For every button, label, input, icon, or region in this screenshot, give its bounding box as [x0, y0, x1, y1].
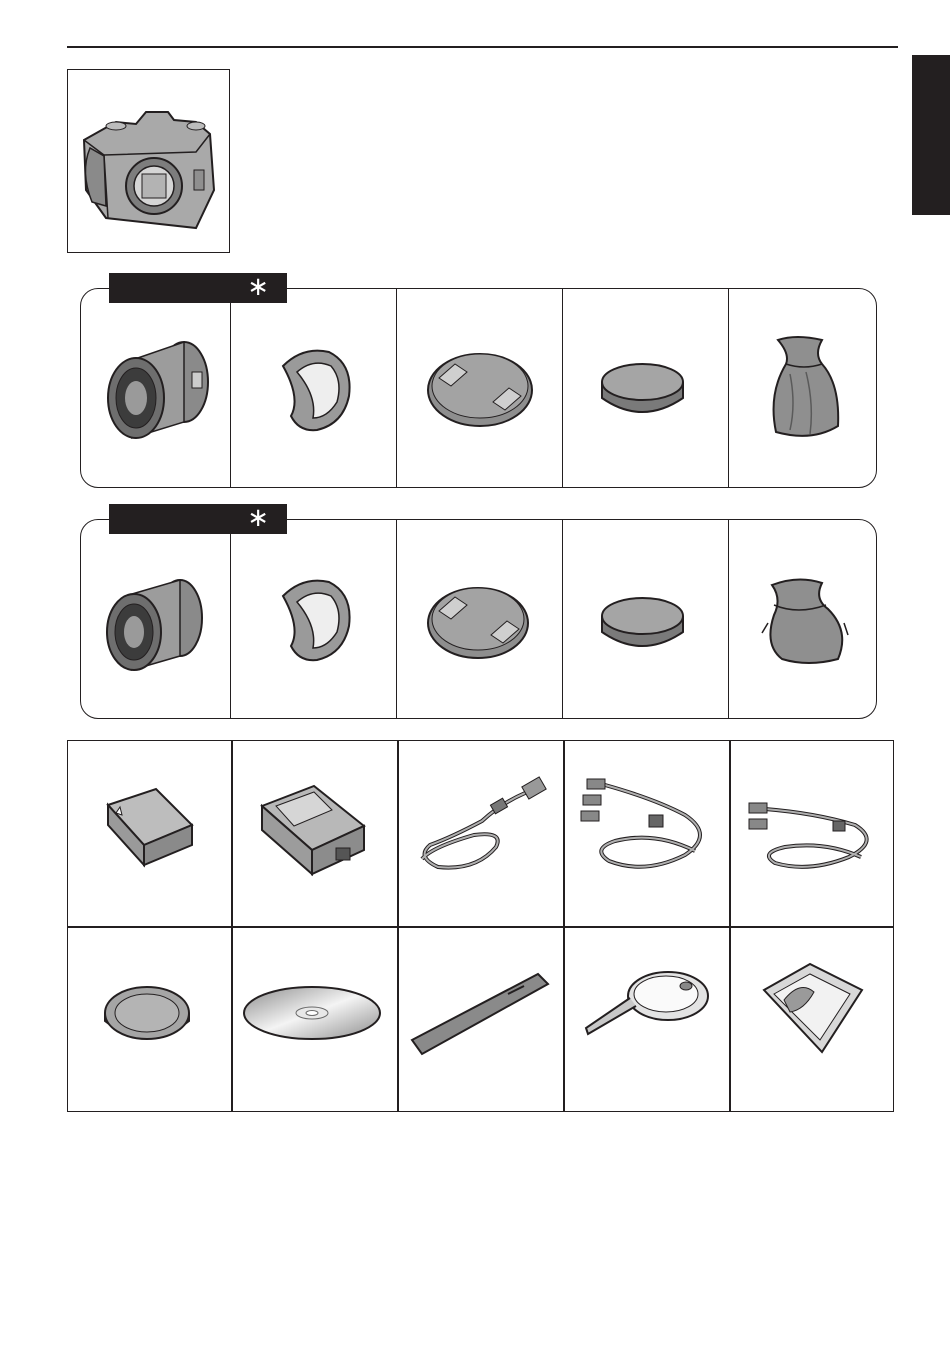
cell-divider [230, 289, 231, 487]
lens-icon [104, 340, 214, 440]
grid-divider [68, 926, 893, 928]
usb-cable-icon [745, 795, 883, 881]
cell-divider [562, 520, 563, 718]
lens-kit-2-label [109, 504, 287, 534]
battery-charger-icon [258, 780, 368, 878]
lens-storage-bag-icon [766, 334, 846, 444]
lens-cap-icon [425, 585, 531, 661]
av-cable-icon [575, 775, 720, 880]
lens-cap-icon [425, 350, 535, 430]
lens-kit-1-label [109, 273, 287, 303]
lens-hood-icon [273, 346, 353, 434]
battery-pack-icon [104, 785, 196, 869]
eyecup-cover-icon [760, 960, 865, 1055]
lens-rear-cap-icon [600, 360, 685, 420]
cell-divider [728, 289, 729, 487]
footnote-asterisk: ∗ [247, 272, 269, 302]
ac-cable-icon [412, 777, 552, 877]
body-cap-icon [103, 985, 191, 1050]
footnote-asterisk: ∗ [247, 503, 269, 533]
lens-hood-icon [273, 576, 353, 664]
cell-divider [396, 289, 397, 487]
header-rule [67, 46, 898, 48]
shoulder-strap-icon [408, 970, 550, 1058]
cell-divider [562, 289, 563, 487]
lens-storage-bag-icon [758, 575, 850, 667]
cell-divider [396, 520, 397, 718]
lens-rear-cap-icon [600, 594, 685, 654]
camera-body-icon [76, 100, 224, 230]
cd-rom-icon [242, 985, 382, 1041]
cell-divider [728, 520, 729, 718]
side-index-tab [912, 55, 950, 215]
lens-icon [104, 576, 210, 672]
stylus-pen-icon [582, 970, 712, 1040]
camera-body-frame [67, 69, 230, 253]
cell-divider [230, 520, 231, 718]
